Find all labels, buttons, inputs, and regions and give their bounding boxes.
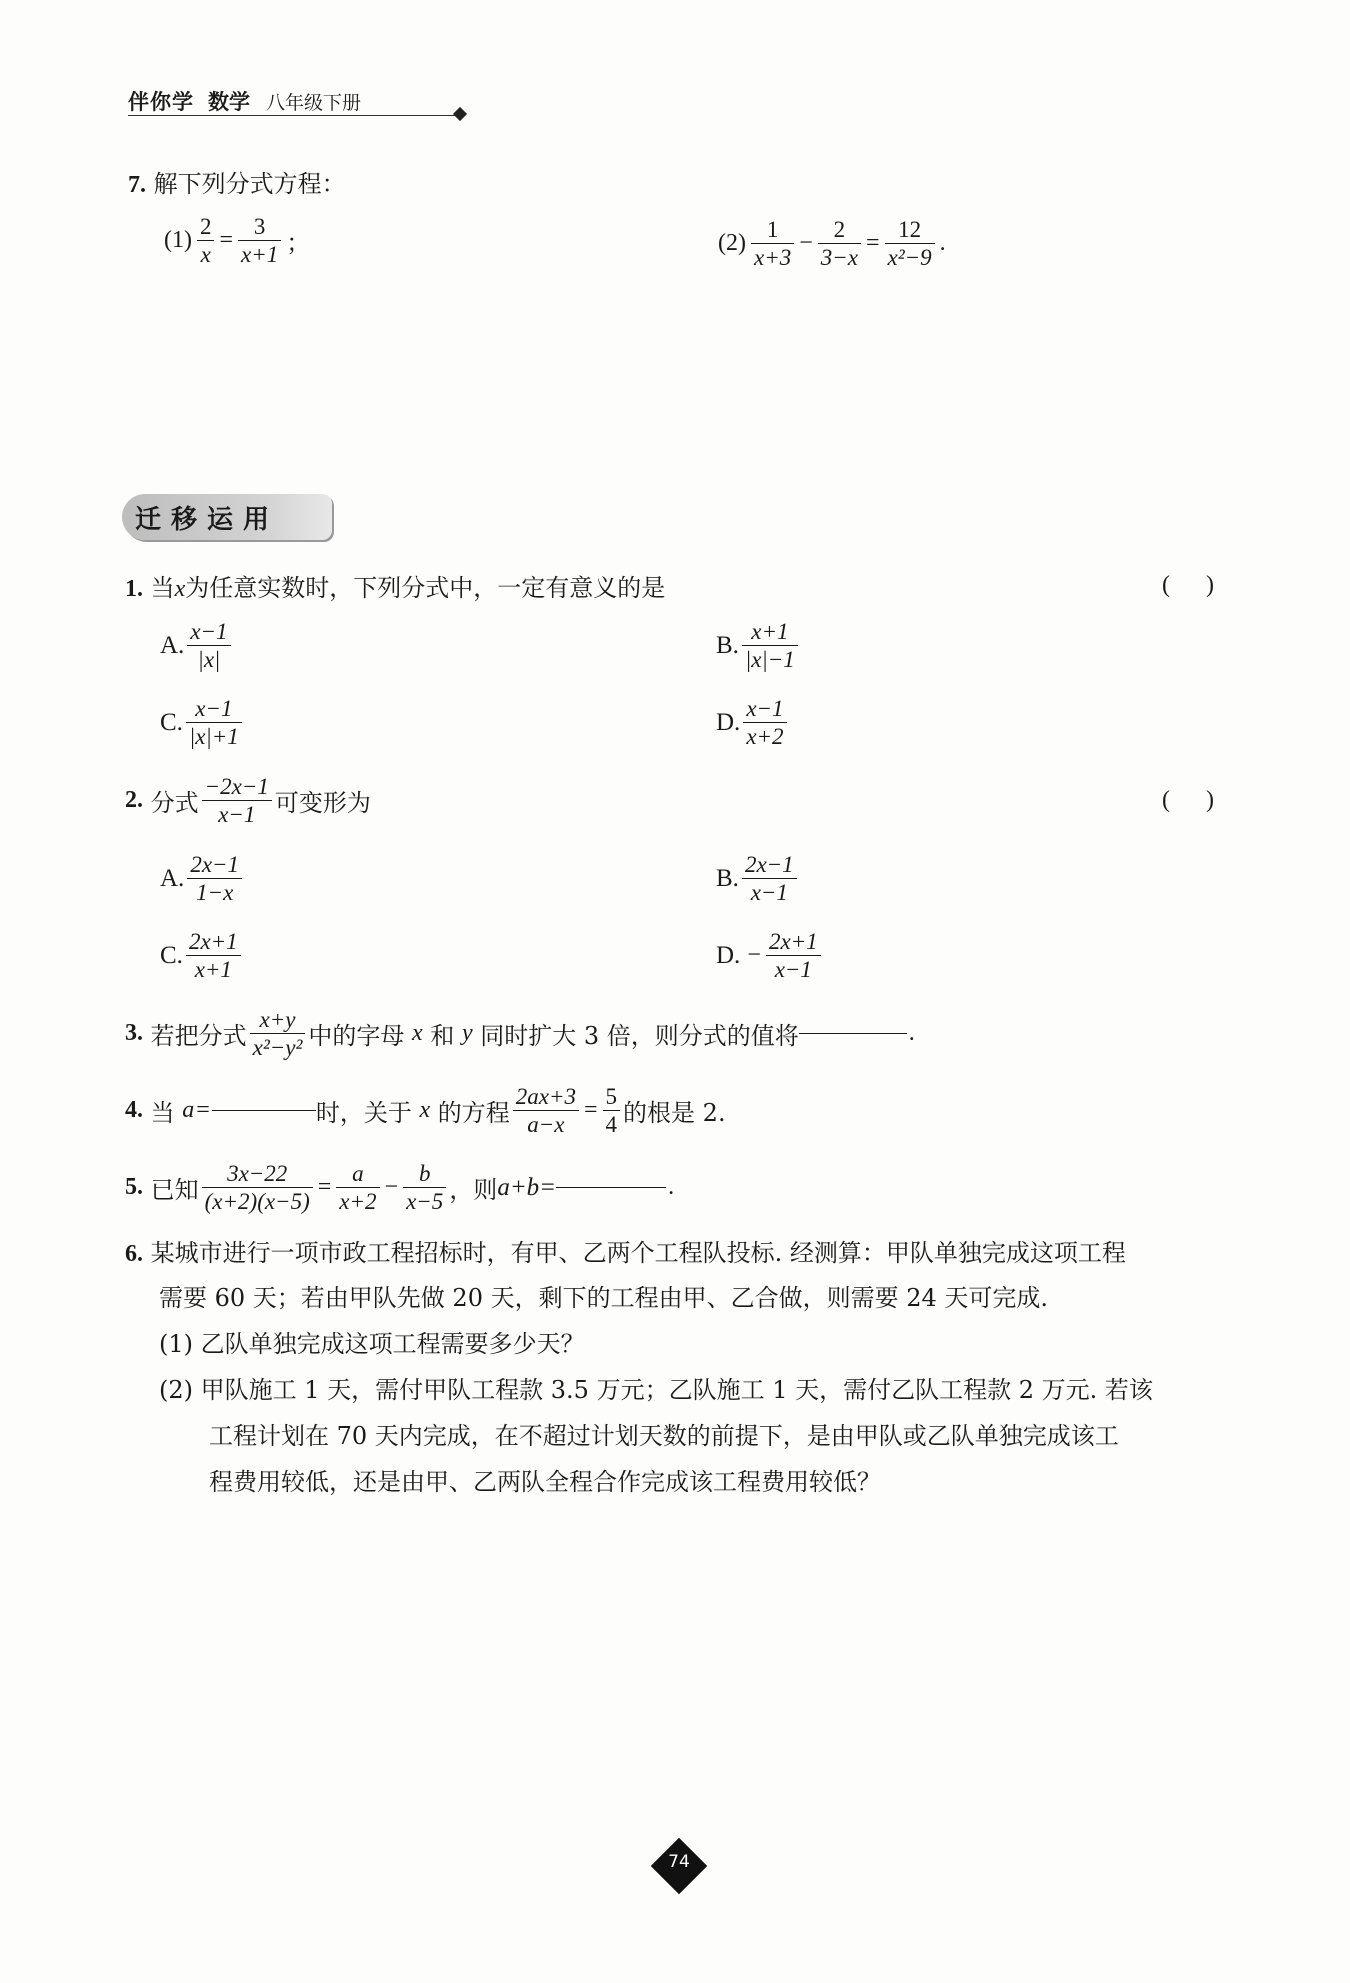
q6-subquestion-2-line1: (2) 甲队施工 1 天，需付甲队工程款 3.5 万元；乙队施工 1 天，需付乙队工程款 2 万元. 若该 bbox=[159, 1376, 1153, 1404]
q2-option-a[interactable]: A. $\frac{2x-1}{1-x}$ bbox=[160, 851, 245, 906]
q4-answer-blank[interactable] bbox=[212, 1110, 316, 1111]
q6-subquestion-1: (1) 乙队单独完成这项工程需要多少天？ bbox=[159, 1330, 585, 1358]
q6-line1: 6. 某城市进行一项市政工程招标时，有甲、乙两个工程队投标. 经测算：甲队单独完成这项工程 bbox=[125, 1239, 1126, 1267]
q7-part2: (2) $\frac{1}{x+3}$ − $\frac{2}{3-x}$ = $\frac{12}{\text{x²−9}}$ . bbox=[718, 217, 946, 270]
q1-option-c[interactable]: C. $\frac{x-1}{|x|+1}$ bbox=[160, 695, 245, 750]
q4-stem: 4. 当 a = 时，关于 x 的方程 $\frac{2ax+3}{a-x}$ = $\frac{5}{4}$ 的根是 2. bbox=[125, 1084, 726, 1137]
fraction: $\frac{2}{3-x}$ bbox=[818, 216, 861, 271]
q2-option-b[interactable]: B. $\frac{2x-1}{x-1}$ bbox=[716, 851, 800, 906]
q7-stem bbox=[128, 164, 346, 199]
section-title: 迁移运用 bbox=[135, 505, 280, 535]
book-grade: 八年级下册 bbox=[266, 92, 362, 114]
q2-option-d[interactable]: D. − $\frac{2x+1}{x-1}$ bbox=[716, 928, 824, 983]
fraction: $\frac{3}{x+1}$ bbox=[238, 213, 281, 268]
fraction: $\frac{1}{x+3}$ bbox=[751, 216, 794, 271]
q5-answer-blank[interactable] bbox=[556, 1187, 666, 1188]
header-diamond-icon bbox=[453, 107, 467, 121]
running-header bbox=[128, 86, 361, 116]
q7-number: 7. bbox=[128, 172, 146, 198]
q1-option-b[interactable]: B. $\frac{x+1}{|x|-1}$ bbox=[716, 618, 801, 673]
q5-stem: 5. 已知 $\frac{3x-22}{(x+2)(x-5)}$ = $\frac{a}{x+2}$ − $\frac{b}{x-5}$ ，则 a+b= . bbox=[125, 1161, 675, 1214]
q2-option-c[interactable]: C. $\frac{2x+1}{x+1}$ bbox=[160, 928, 244, 983]
q6-subquestion-2-line2: 工程计划在 70 天内完成，在不超过计划天数的前提下，是由甲队或乙队单独完成该工 bbox=[209, 1422, 1119, 1450]
fraction: $\frac{12}{\text{x²−9}}$ bbox=[885, 216, 935, 271]
q7-part1: (1) $\frac{2}{x}$ = $\frac{3}{x+1}$ ； bbox=[164, 214, 311, 267]
q1-option-a[interactable]: A. $\frac{x-1}{|x|}$ bbox=[160, 618, 234, 673]
q2-stem: 2. 分式 $\frac{-2x-1}{x-1}$ 可变形为 bbox=[125, 774, 371, 827]
q6-line2: 需要 60 天；若由甲队先做 20 天，剩下的工程由甲、乙合做，则需要 24 天可完成. bbox=[159, 1284, 1049, 1312]
header-rule bbox=[128, 115, 458, 116]
q3-answer-blank[interactable] bbox=[799, 1033, 907, 1034]
book-subject: 数学 bbox=[208, 90, 250, 114]
q7-part2-label: (2) bbox=[718, 230, 746, 256]
q7-text: 解下列分式方程： bbox=[153, 170, 346, 198]
q1-option-d[interactable]: D. $\frac{x-1}{x+2}$ bbox=[716, 695, 790, 750]
q1-stem: 1. 当x为任意实数时，下列分式中，一定有意义的是 bbox=[125, 574, 666, 602]
q2-answer-paren[interactable]: ( ) bbox=[1162, 787, 1214, 813]
q7-part1-label: (1) bbox=[164, 227, 192, 253]
q6-subquestion-2-line3: 程费用较低，还是由甲、乙两队全程合作完成该工程费用较低？ bbox=[209, 1468, 881, 1496]
q1-answer-paren[interactable]: ( ) bbox=[1162, 572, 1214, 598]
fraction: $\frac{2}{x}$ bbox=[197, 213, 215, 268]
book-brand: 伴你学 bbox=[128, 90, 194, 114]
page-number: 74 bbox=[668, 1852, 690, 1872]
q3-stem: 3. 若把分式 $\frac{x+y}{\text{x²−y²}}$ 中的字母 x 和 y 同时扩大 3 倍，则分式的值将 . bbox=[125, 1007, 915, 1060]
